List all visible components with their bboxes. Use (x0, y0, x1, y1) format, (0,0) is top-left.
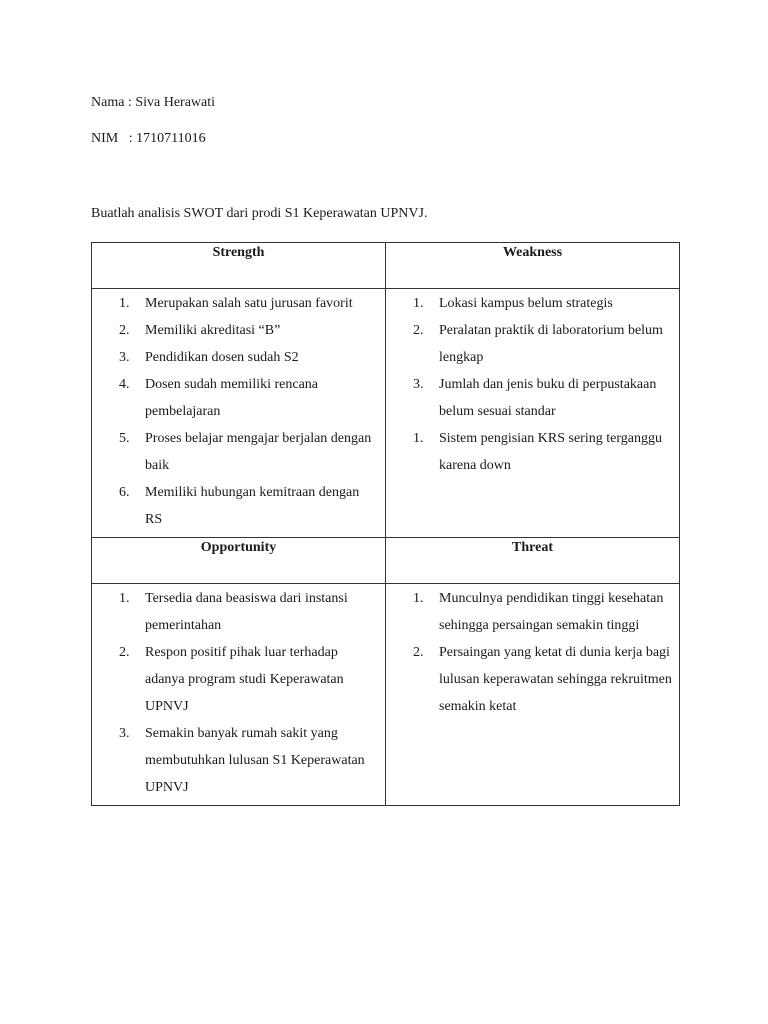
item-number: 1. (413, 591, 424, 606)
item-number: 2. (413, 323, 424, 338)
swot-header-row-1 (92, 243, 680, 289)
item-number: 5. (119, 431, 130, 446)
strength-list (92, 289, 385, 537)
item-number: 3. (119, 350, 130, 365)
item-number: 2. (119, 323, 130, 338)
item-text: Jumlah dan jenis buku di perpustakaan belum sesuai standar (439, 377, 657, 419)
list-item (92, 425, 379, 479)
item-text: Munculnya pendidikan tinggi kesehatan sehingga persaingan semakin tinggi (439, 591, 664, 633)
item-number: 3. (119, 726, 130, 741)
swot-body-row-2 (92, 584, 680, 806)
item-text: Semakin banyak rumah sakit yang membutuhkan lulusan S1 Keperawatan UPNVJ (145, 726, 365, 795)
threat-title: Threat (512, 540, 553, 555)
item-text: Memiliki akreditasi “B” (145, 323, 281, 338)
opportunity-cell (92, 584, 386, 806)
threat-header (386, 538, 680, 584)
list-item (92, 585, 379, 639)
list-item (92, 639, 379, 720)
threat-list (386, 584, 679, 724)
strength-title: Strength (212, 245, 265, 260)
list-item (386, 585, 673, 639)
item-number: 3. (413, 377, 424, 392)
weakness-cell (386, 289, 680, 538)
item-number: 4. (119, 377, 130, 392)
list-item (92, 720, 379, 801)
list-item (92, 344, 379, 371)
student-nim: NIM : 1710711016 (91, 131, 206, 146)
item-text: Proses belajar mengajar berjalan dengan baik (145, 431, 372, 473)
weakness-title: Weakness (502, 245, 563, 260)
list-item (386, 290, 673, 317)
swot-body-row-1 (92, 289, 680, 538)
item-number: 2. (413, 645, 424, 660)
student-name: Nama : Siva Herawati (91, 95, 216, 110)
item-text: Memiliki hubungan kemitraan dengan RS (145, 485, 360, 527)
weakness-header (386, 243, 680, 289)
item-text: Tersedia dana beasiswa dari instansi pemerintahan (145, 591, 348, 633)
item-text: Dosen sudah memiliki rencana pembelajaran (145, 377, 319, 419)
swot-table (91, 242, 680, 806)
list-item (386, 371, 673, 425)
item-text: Sistem pengisian KRS sering terganggu karena down (439, 431, 662, 473)
item-text: Pendidikan dosen sudah S2 (145, 350, 299, 365)
list-item (92, 371, 379, 425)
list-item (92, 290, 379, 317)
item-number: 2. (119, 645, 130, 660)
item-number: 1. (119, 591, 130, 606)
item-text: Respon positif pihak luar terhadap adanya program studi Keperawatan UPNVJ (145, 645, 344, 714)
swot-header-row-2 (92, 538, 680, 584)
item-text: Persaingan yang ketat di dunia kerja bagi lulusan keperawatan sehingga rekruitmen semakin ketat (439, 645, 672, 714)
instruction-text: Buatlah analisis SWOT dari prodi S1 Keperawatan UPNVJ. (91, 206, 428, 221)
item-number: 6. (119, 485, 130, 500)
item-number: 1. (413, 431, 424, 446)
strength-cell (92, 289, 386, 538)
item-number: 1. (413, 296, 424, 311)
opportunity-title: Opportunity (200, 540, 277, 555)
opportunity-header (92, 538, 386, 584)
item-text: Peralatan praktik di laboratorium belum lengkap (439, 323, 663, 365)
item-text: Merupakan salah satu jurusan favorit (145, 296, 353, 311)
item-text: Lokasi kampus belum strategis (439, 296, 613, 311)
list-item (386, 425, 673, 479)
item-number: 1. (119, 296, 130, 311)
list-item (386, 317, 673, 371)
list-item (92, 479, 379, 533)
list-item (386, 639, 673, 720)
list-item (92, 317, 379, 344)
strength-header (92, 243, 386, 289)
weakness-list (386, 289, 679, 483)
opportunity-list (92, 584, 385, 805)
threat-cell (386, 584, 680, 806)
